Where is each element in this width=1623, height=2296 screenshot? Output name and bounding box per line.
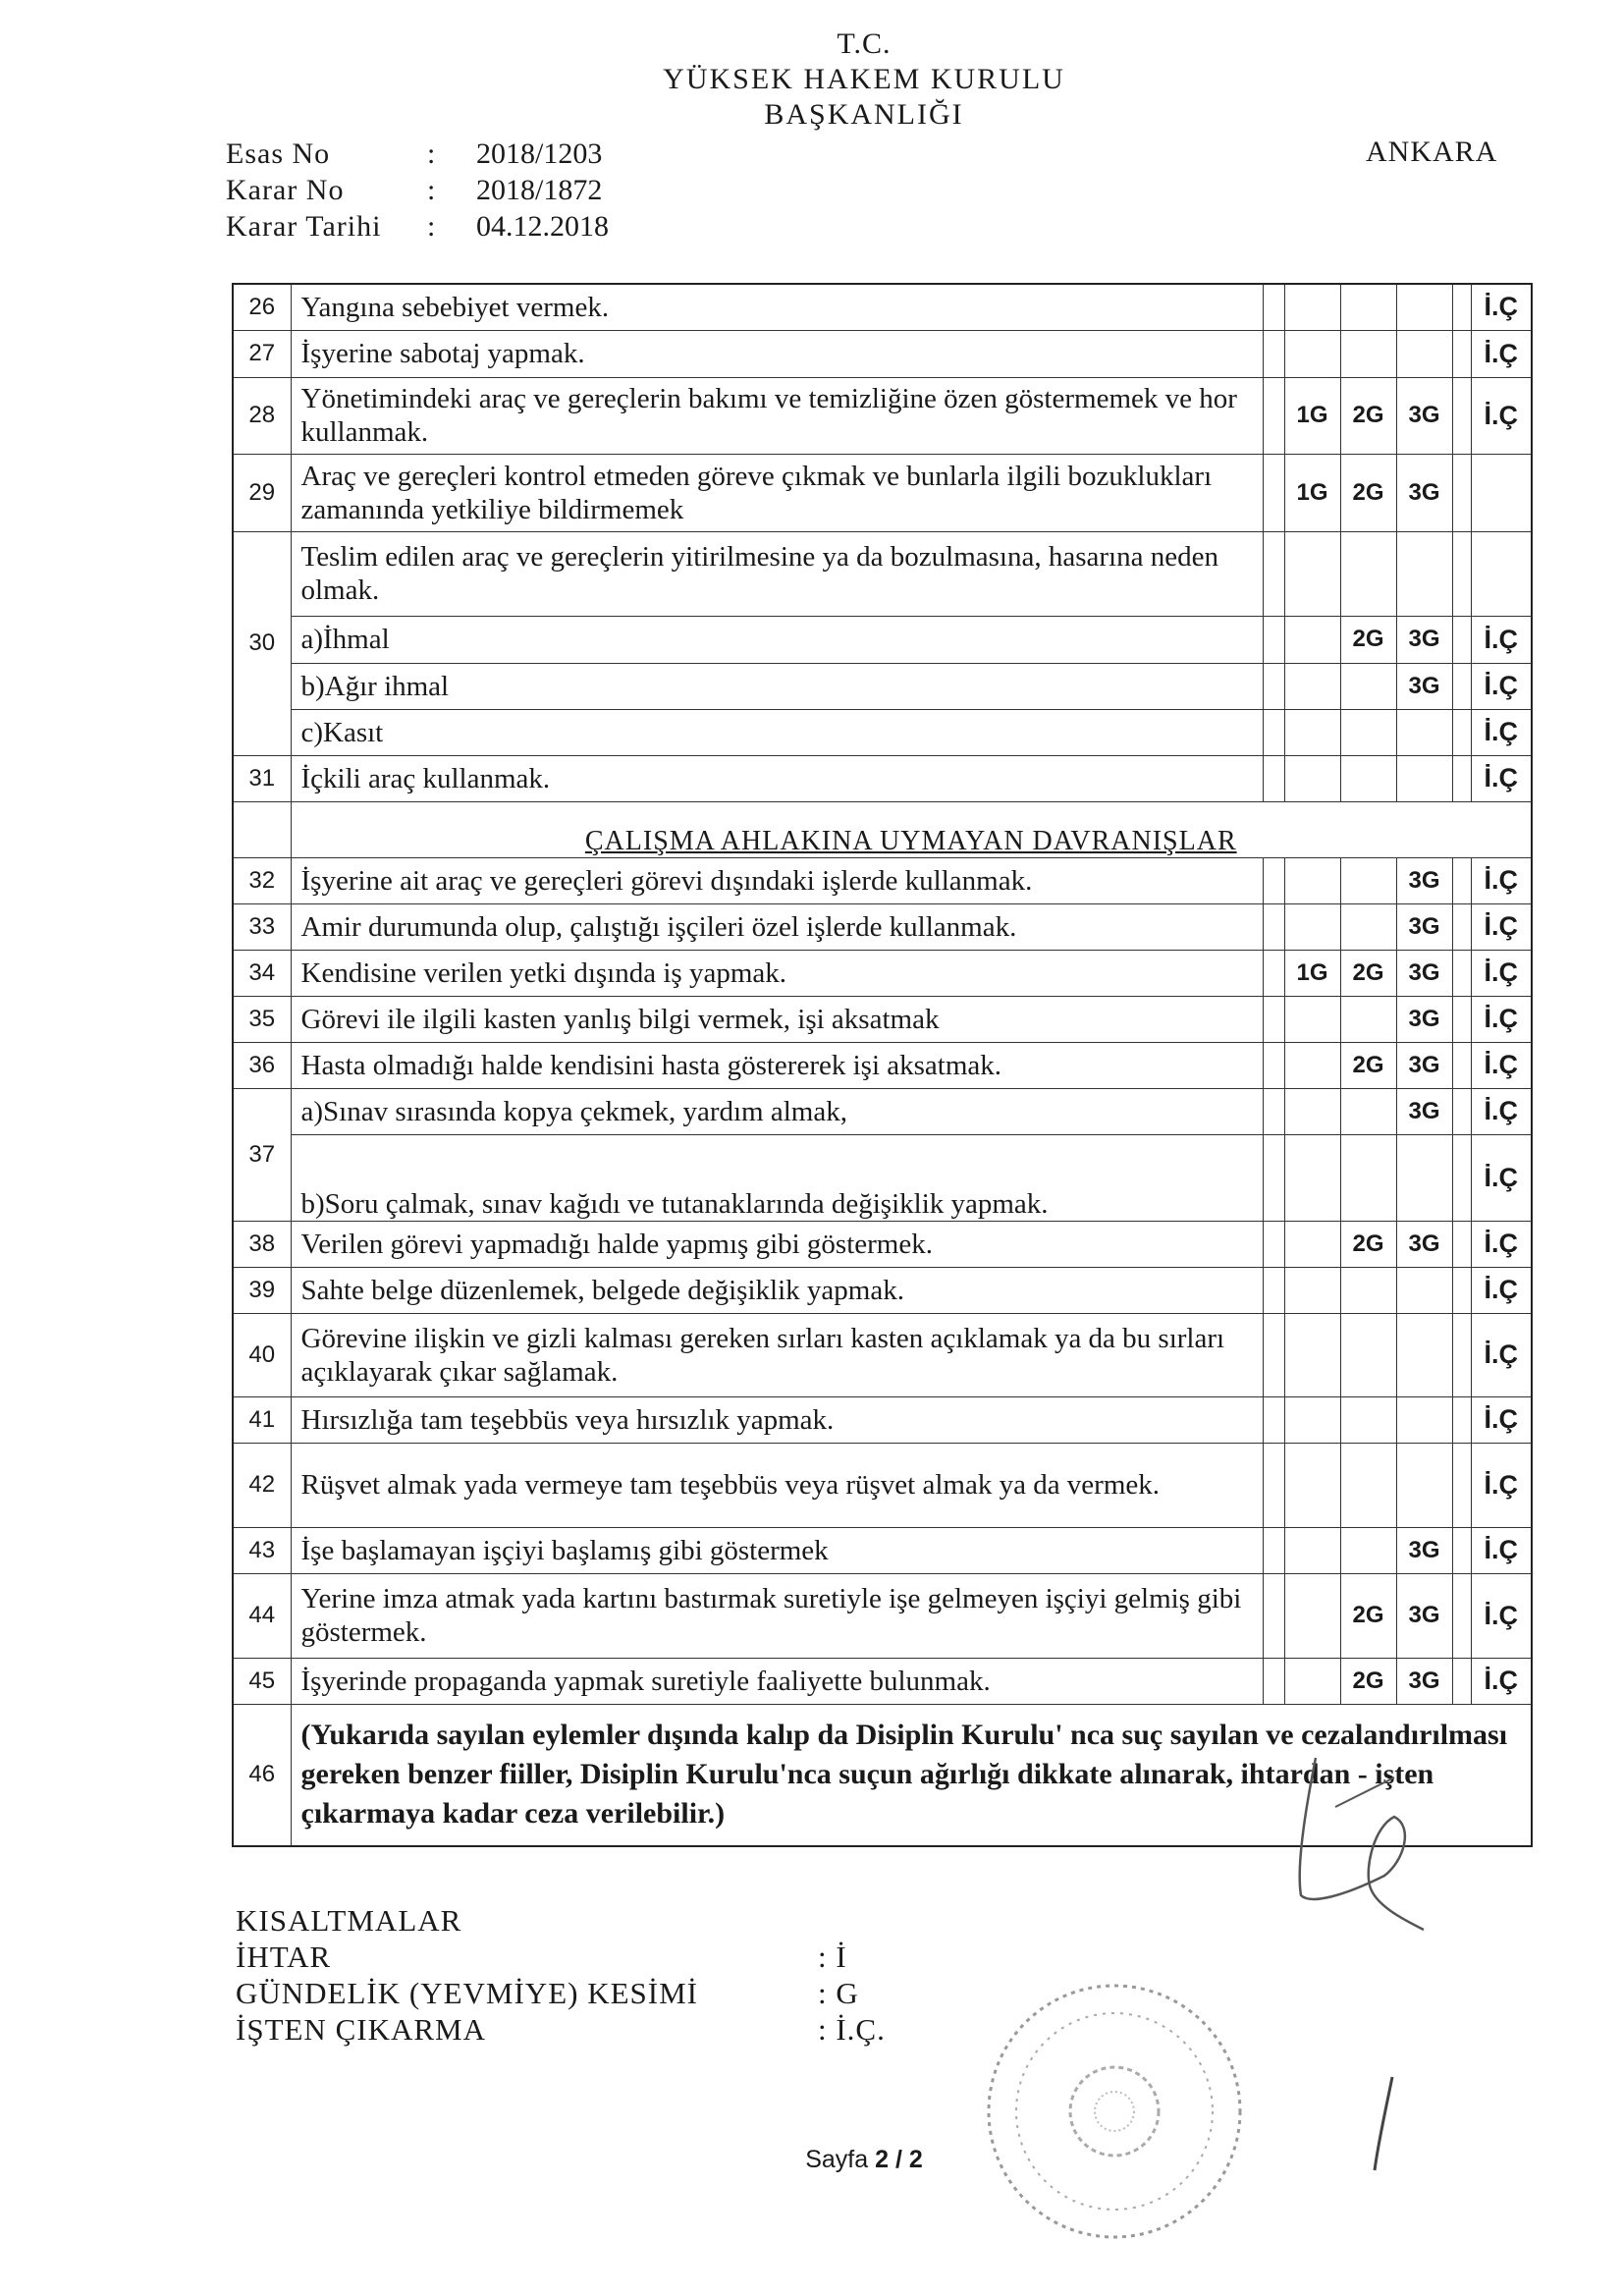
penalty-2: [1340, 709, 1396, 755]
row-number: 31: [233, 755, 291, 801]
penalty-1: [1284, 1396, 1340, 1443]
table-row: [233, 755, 1532, 801]
penalty-3: 3G: [1396, 663, 1452, 709]
penalty-2: [1340, 1267, 1396, 1313]
penalty-2: 2G: [1340, 454, 1396, 531]
table-row: [233, 950, 1532, 996]
row-number: 26: [233, 284, 291, 330]
penalty-1: 1G: [1284, 950, 1340, 996]
penalty-1: [1284, 1658, 1340, 1704]
abbreviation-value: : İ.Ç.: [818, 2012, 886, 2047]
penalty-3: [1396, 284, 1452, 330]
table-row: [233, 1267, 1532, 1313]
row-number: 34: [233, 950, 291, 996]
penalty-1: [1284, 1088, 1340, 1134]
abbreviation-value: : İ: [818, 1940, 847, 1974]
signature-icon: [1276, 1748, 1443, 1944]
row-description: Sahte belge düzenlemek, belgede değişiklik yapmak.: [291, 1267, 1263, 1313]
penalty-1: [1284, 1527, 1340, 1573]
penalty-2: 2G: [1340, 1042, 1396, 1088]
penalty-2: [1340, 1396, 1396, 1443]
penalty-dismissal: İ.Ç: [1471, 996, 1532, 1042]
penalty-dismissal: İ.Ç: [1471, 1088, 1532, 1134]
table-row: [233, 377, 1532, 454]
penalty-2: 2G: [1340, 950, 1396, 996]
case-meta: [226, 136, 609, 245]
penalty-2: [1340, 1443, 1396, 1527]
penalty-2: 2G: [1340, 1221, 1396, 1267]
penalty-dismissal: İ.Ç: [1471, 950, 1532, 996]
row-description: Yönetimindeki araç ve gereçlerin bakımı ve temizliğine özen göstermemek ve hor kullanmak.: [291, 377, 1263, 454]
penalty-3: 3G: [1396, 857, 1452, 903]
row-description: c)Kasıt: [291, 709, 1263, 755]
row-number: 45: [233, 1658, 291, 1704]
meta-colon: :: [427, 137, 436, 170]
meta-colon: :: [427, 210, 436, 243]
table-row: [233, 1042, 1532, 1088]
row-number: 27: [233, 330, 291, 377]
abbreviations: [236, 1902, 886, 2048]
penalty-dismissal: İ.Ç: [1471, 663, 1532, 709]
row-description: b)Ağır ihmal: [291, 663, 1263, 709]
penalty-1: 1G: [1284, 454, 1340, 531]
penalty-2: 2G: [1340, 616, 1396, 663]
penalty-dismissal: [1471, 454, 1532, 531]
row-description: Görevine ilişkin ve gizli kalması gereken sırları kasten açıklamak ya da bu sırları açıklayarak çıkar sağlamak.: [291, 1313, 1263, 1396]
row-number: 41: [233, 1396, 291, 1443]
penalty-2: [1340, 1313, 1396, 1396]
table-row: [233, 284, 1532, 330]
meta-colon: :: [427, 174, 436, 206]
abbreviation-key: İŞTEN ÇIKARMA: [236, 2012, 486, 2047]
penalty-1: [1284, 616, 1340, 663]
penalty-2: [1340, 284, 1396, 330]
row-description-general: (Yukarıda sayılan eylemler dışında kalıp da Disiplin Kurulu' nca suç sayılan ve cezalandırılması gereken benzer fiiller, Disiplin Kurulu'nca suçun ağırlığı dikkate alınarak, ihtardan - işten çıkarmaya kadar ceza verilebilir.): [291, 1704, 1532, 1846]
penalty-3: 3G: [1396, 1042, 1452, 1088]
penalty-dismissal: İ.Ç: [1471, 1221, 1532, 1267]
penalty-3: 3G: [1396, 454, 1452, 531]
abbreviation-item: [236, 2011, 886, 2048]
penalty-3: 3G: [1396, 996, 1452, 1042]
penalty-2: [1340, 996, 1396, 1042]
penalty-2: [1340, 857, 1396, 903]
row-description: İşe başlamayan işçiyi başlamış gibi göstermek: [291, 1527, 1263, 1573]
table-row: [233, 1134, 1532, 1221]
penalty-1: [1284, 330, 1340, 377]
penalty-3: [1396, 709, 1452, 755]
table-row: [233, 857, 1532, 903]
penalty-1: [1284, 1313, 1340, 1396]
row-description: Kendisine verilen yetki dışında iş yapmak.: [291, 950, 1263, 996]
row-description: Verilen görevi yapmadığı halde yapmış gibi göstermek.: [291, 1221, 1263, 1267]
table-row: [233, 1573, 1532, 1658]
penalty-dismissal: İ.Ç: [1471, 709, 1532, 755]
penalty-2: [1340, 330, 1396, 377]
row-description: İçkili araç kullanmak.: [291, 755, 1263, 801]
row-description: Hırsızlığa tam teşebbüs veya hırsızlık yapmak.: [291, 1396, 1263, 1443]
row-number: 33: [233, 903, 291, 950]
penalty-2: [1340, 1088, 1396, 1134]
abbreviation-item: [236, 1939, 886, 1975]
penalty-2: [1340, 1134, 1396, 1221]
row-number: 42: [233, 1443, 291, 1527]
penalty-1: [1284, 857, 1340, 903]
row-number: 37: [233, 1088, 291, 1221]
penalty-1: [1284, 755, 1340, 801]
penalty-1: [1284, 1267, 1340, 1313]
row-description: İşyerine ait araç ve gereçleri görevi dışındaki işlerde kullanmak.: [291, 857, 1263, 903]
penalty-3: 3G: [1396, 1221, 1452, 1267]
penalty-3: 3G: [1396, 903, 1452, 950]
penalty-dismissal: İ.Ç: [1471, 857, 1532, 903]
penalty-1: [1284, 1573, 1340, 1658]
row-description: a)Sınav sırasında kopya çekmek, yardım almak,: [291, 1088, 1263, 1134]
row-number: 28: [233, 377, 291, 454]
penalty-dismissal: İ.Ç: [1471, 330, 1532, 377]
penalty-3: [1396, 1267, 1452, 1313]
page-total: 2: [908, 2146, 923, 2173]
penalty-3: 3G: [1396, 1088, 1452, 1134]
table-row: [233, 996, 1532, 1042]
row-description: İşyerinde propaganda yapmak suretiyle faaliyette bulunmak.: [291, 1658, 1263, 1704]
row-description: Rüşvet almak yada vermeye tam teşebbüs veya rüşvet almak ya da vermek.: [291, 1443, 1263, 1527]
section-title: ÇALIŞMA AHLAKINA UYMAYAN DAVRANIŞLAR: [291, 801, 1532, 857]
penalty-3: 3G: [1396, 1658, 1452, 1704]
header-presidency: BAŞKANLIĞI: [764, 98, 964, 131]
table-row: [233, 1396, 1532, 1443]
table-row: [233, 1313, 1532, 1396]
row-description: a)İhmal: [291, 616, 1263, 663]
row-number: 43: [233, 1527, 291, 1573]
penalty-dismissal: İ.Ç: [1471, 1527, 1532, 1573]
meta-label: Karar Tarihi: [226, 210, 382, 243]
row-description: Görevi ile ilgili kasten yanlış bilgi vermek, işi aksatmak: [291, 996, 1263, 1042]
penalty-2: [1340, 755, 1396, 801]
penalty-dismissal: İ.Ç: [1471, 903, 1532, 950]
row-description: b)Soru çalmak, sınav kağıdı ve tutanaklarında değişiklik yapmak.: [291, 1134, 1263, 1221]
row-number: 35: [233, 996, 291, 1042]
table-row: [233, 454, 1532, 531]
penalty-3: [1396, 1134, 1452, 1221]
row-number: 46: [233, 1704, 291, 1846]
penalty-2: [1340, 1527, 1396, 1573]
row-description: Yerine imza atmak yada kartını bastırmak suretiyle işe gelmeyen işçiyi gelmiş gibi göstermek.: [291, 1573, 1263, 1658]
penalty-2: 2G: [1340, 1658, 1396, 1704]
abbreviation-key: GÜNDELİK (YEVMİYE) KESİMİ: [236, 1976, 698, 2010]
row-description: Amir durumunda olup, çalıştığı işçileri özel işlerde kullanmak.: [291, 903, 1263, 950]
penalty-3: [1396, 330, 1452, 377]
abbreviation-value: : G: [818, 1976, 859, 2010]
penalty-1: [1284, 1134, 1340, 1221]
official-seal-icon: [967, 1964, 1262, 2259]
penalty-2: [1340, 663, 1396, 709]
table-row: [233, 531, 1532, 616]
row-number: 36: [233, 1042, 291, 1088]
meta-value: 04.12.2018: [476, 210, 609, 243]
penalty-dismissal: İ.Ç: [1471, 1267, 1532, 1313]
meta-label: Esas No: [226, 137, 331, 170]
header-institution: YÜKSEK HAKEM KURULU: [663, 63, 1065, 95]
abbreviation-key: İHTAR: [236, 1940, 332, 1974]
penalty-3: [1396, 1443, 1452, 1527]
section-row: [233, 801, 1532, 857]
row-number: 39: [233, 1267, 291, 1313]
penalty-3: 3G: [1396, 1573, 1452, 1658]
penalty-1: [1284, 1042, 1340, 1088]
table-row: [233, 616, 1532, 663]
penalty-dismissal: İ.Ç: [1471, 284, 1532, 330]
table-row: [233, 1527, 1532, 1573]
penalty-1: [1284, 1443, 1340, 1527]
penalty-3: [1396, 1313, 1452, 1396]
abbreviation-item: [236, 1975, 886, 2011]
penalty-dismissal: İ.Ç: [1471, 1658, 1532, 1704]
penalty-3: [1396, 755, 1452, 801]
penalty-2: 2G: [1340, 1573, 1396, 1658]
meta-value: 2018/1203: [476, 137, 603, 170]
penalty-dismissal: İ.Ç: [1471, 616, 1532, 663]
penalty-dismissal: İ.Ç: [1471, 1573, 1532, 1658]
penalty-dismissal: İ.Ç: [1471, 1042, 1532, 1088]
row-number: 32: [233, 857, 291, 903]
penalty-dismissal: İ.Ç: [1471, 1313, 1532, 1396]
table-row: [233, 663, 1532, 709]
row-description: Araç ve gereçleri kontrol etmeden göreve çıkmak ve bunlarla ilgili bozuklukları zamanında yetkiliye bildirmemek: [291, 454, 1263, 531]
table-row: [233, 1443, 1532, 1527]
penalty-3: 3G: [1396, 616, 1452, 663]
penalty-dismissal: İ.Ç: [1471, 1443, 1532, 1527]
handwritten-mark-icon: [1365, 2072, 1404, 2180]
table-row: [233, 330, 1532, 377]
offense-table: [232, 283, 1533, 1847]
row-description: İşyerine sabotaj yapmak.: [291, 330, 1263, 377]
meta-label: Karar No: [226, 174, 345, 206]
penalty-dismissal: İ.Ç: [1471, 377, 1532, 454]
penalty-1: [1284, 996, 1340, 1042]
penalty-1: 1G: [1284, 377, 1340, 454]
row-description: Hasta olmadığı halde kendisini hasta göstererek işi aksatmak.: [291, 1042, 1263, 1088]
row-number: 38: [233, 1221, 291, 1267]
row-description: Yangına sebebiyet vermek.: [291, 284, 1263, 330]
table-row: [233, 1088, 1532, 1134]
table-row: [233, 1658, 1532, 1704]
header-tc: T.C.: [837, 27, 892, 60]
penalty-1: [1284, 663, 1340, 709]
row-number: 44: [233, 1573, 291, 1658]
page-separator: /: [894, 2146, 902, 2173]
meta-row-esas: [226, 136, 609, 172]
penalty-1: [1284, 903, 1340, 950]
table-row: [233, 1221, 1532, 1267]
meta-row-tarih: [226, 208, 609, 245]
city: ANKARA: [1366, 136, 1498, 168]
penalty-3: [1396, 1396, 1452, 1443]
row-number: 40: [233, 1313, 291, 1396]
row-number: 30: [233, 531, 291, 755]
page-current: 2: [875, 2146, 890, 2173]
penalty-2: [1340, 903, 1396, 950]
penalty-dismissal: İ.Ç: [1471, 755, 1532, 801]
meta-value: 2018/1872: [476, 174, 603, 206]
penalty-dismissal: İ.Ç: [1471, 1134, 1532, 1221]
penalty-3: 3G: [1396, 1527, 1452, 1573]
penalty-3: 3G: [1396, 950, 1452, 996]
table-row: [233, 709, 1532, 755]
meta-row-karar: [226, 172, 609, 208]
abbreviations-title: KISALTMALAR: [236, 1903, 462, 1938]
penalty-1: [1284, 1221, 1340, 1267]
penalty-1: [1284, 284, 1340, 330]
page-prefix: Sayfa: [805, 2146, 869, 2173]
penalty-3: 3G: [1396, 377, 1452, 454]
penalty-dismissal: İ.Ç: [1471, 1396, 1532, 1443]
penalty-1: [1284, 709, 1340, 755]
penalty-2: 2G: [1340, 377, 1396, 454]
table-row: [233, 903, 1532, 950]
row-number: 29: [233, 454, 291, 531]
row-description: Teslim edilen araç ve gereçlerin yitirilmesine ya da bozulmasına, hasarına neden olmak.: [291, 531, 1263, 616]
